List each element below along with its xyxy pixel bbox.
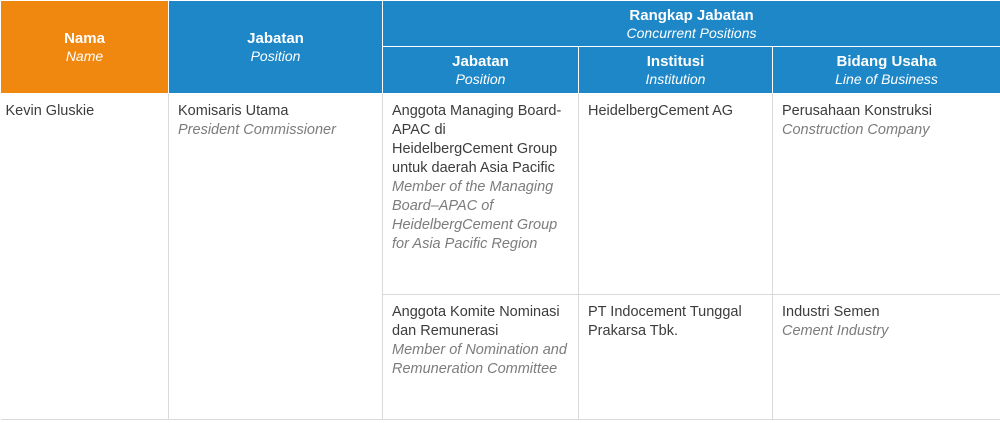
concurrent-position-en: Member of Nomination and Remuneration Committee [392,342,567,377]
person-position-en: President Commissioner [178,122,336,138]
header-institution-id: Institusi [646,53,705,70]
institution-name: PT Indocement Tunggal Prakarsa Tbk. [588,304,742,339]
header-position [169,1,383,94]
person-position-cell [169,94,383,420]
header-position-en: Position [250,48,301,64]
concurrent-position-cell [383,295,579,420]
header-line-of-business [773,47,1000,94]
header-institution [579,47,773,94]
header-sub-position-en: Position [455,71,506,87]
concurrent-position-en: Member of the Managing Board–APAC of HeidelbergCement Group for Asia Pacific Region [392,179,558,252]
institution-cell [579,295,773,420]
person-name-cell [1,94,169,420]
header-name [1,1,169,94]
business-en: Cement Industry [782,323,889,339]
header-sub-position-id: Jabatan [452,53,509,70]
header-name-id: Nama [64,30,105,47]
header-concurrent-id: Rangkap Jabatan [629,6,754,24]
institution-cell [579,94,773,295]
header-business-en: Line of Business [835,71,938,87]
business-cell [773,295,1000,420]
concurrent-position-id: Anggota Komite Nominasi dan Remunerasi [392,304,560,339]
concurrent-position-cell [383,94,579,295]
business-en: Construction Company [782,122,930,138]
institution-name: HeidelbergCement AG [588,103,734,119]
person-name: Kevin Gluskie [5,103,95,119]
header-name-en: Name [65,48,104,64]
header-concurrent-positions [383,1,1000,47]
header-concurrent-en: Concurrent Positions [626,24,757,41]
table-row [1,94,1000,295]
header-position-id: Jabatan [247,30,304,47]
header-business-id: Bidang Usaha [836,53,937,70]
header-sub-position [383,47,579,94]
person-position-id: Komisaris Utama [178,103,289,119]
business-cell [773,94,1000,295]
header-institution-en: Institution [645,71,706,87]
business-id: Perusahaan Konstruksi [782,103,932,119]
business-id: Industri Semen [782,304,880,320]
concurrent-position-id: Anggota Managing Board-APAC di HeidelbergCement Group untuk daerah Asia Pacific [392,103,562,176]
